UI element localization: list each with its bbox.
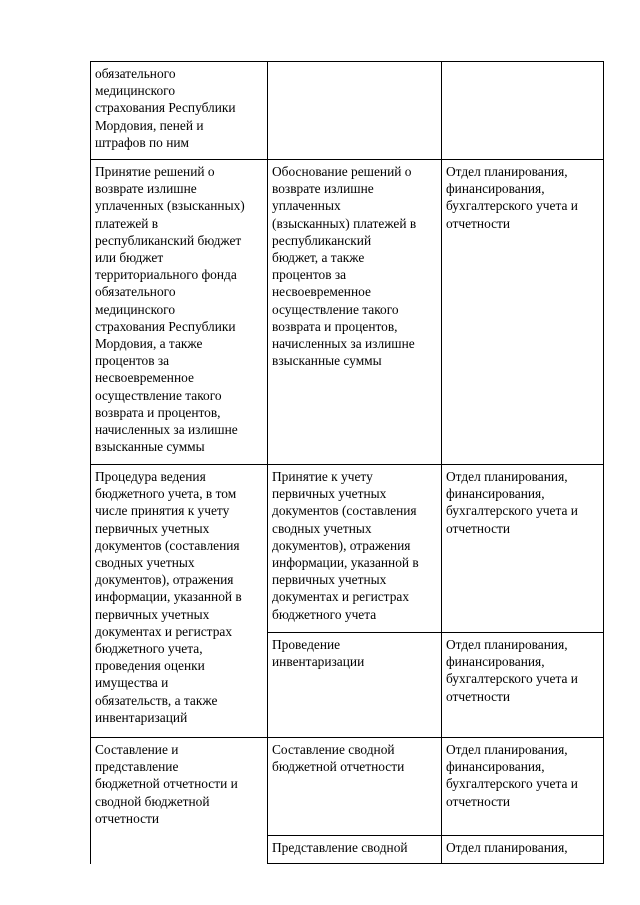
table-row [91, 62, 604, 160]
responsible-cell: Отдел планирования, финансирования, бухгалтерского учета и отчетности [442, 633, 604, 738]
process-cell: Составление и представление бюджетной отчетности и сводной бюджетной отчетности [91, 738, 268, 864]
responsible-cell: Отдел планирования, [442, 836, 604, 864]
table-row [91, 160, 604, 465]
operation-cell [268, 62, 442, 160]
responsible-cell: Отдел планирования, финансирования, бухгалтерского учета и отчетности [442, 465, 604, 633]
responsible-cell: Отдел планирования, финансирования, бухгалтерского учета и отчетности [442, 160, 604, 465]
operation-cell: Обоснование решений о возврате излишне уплаченных (взысканных) платежей в республиканский бюджет, а также процентов за несвоевременное осуществление такого возврата и процентов, начисленных за излишне взысканные суммы [268, 160, 442, 465]
process-cell: Принятие решений о возврате излишне уплаченных (взысканных) платежей в республиканский бюджет или бюджет территориального фонда обязательного медицинского страхования Республики Мордовия, а также процентов за несвоевременное осуществление такого возврата и процентов, начисленных за излишне взысканные суммы [91, 160, 268, 465]
process-cell: Процедура ведения бюджетного учета, в том числе принятия к учету первичных учетных документов (составления сводных учетных документов), отражения информации, указанной в первичных учетных документах и регистрах бюджетного учета, проведения оценки имущества и обязательств, а также инвентаризаций [91, 465, 268, 738]
process-cell: обязательного медицинского страхования Республики Мордовия, пеней и штрафов по ним [91, 62, 268, 160]
operation-cell: Проведение инвентаризации [268, 633, 442, 738]
responsibility-table [90, 61, 604, 864]
operation-cell: Принятие к учету первичных учетных документов (составления сводных учетных документов), отражения информации, указанной в первичных учетных документах и регистрах бюджетного учета [268, 465, 442, 633]
operation-cell: Представление сводной [268, 836, 442, 864]
table-row [91, 465, 604, 633]
operation-cell: Составление сводной бюджетной отчетности [268, 738, 442, 836]
responsible-cell: Отдел планирования, финансирования, бухгалтерского учета и отчетности [442, 738, 604, 836]
responsible-cell [442, 62, 604, 160]
table-row [91, 738, 604, 836]
